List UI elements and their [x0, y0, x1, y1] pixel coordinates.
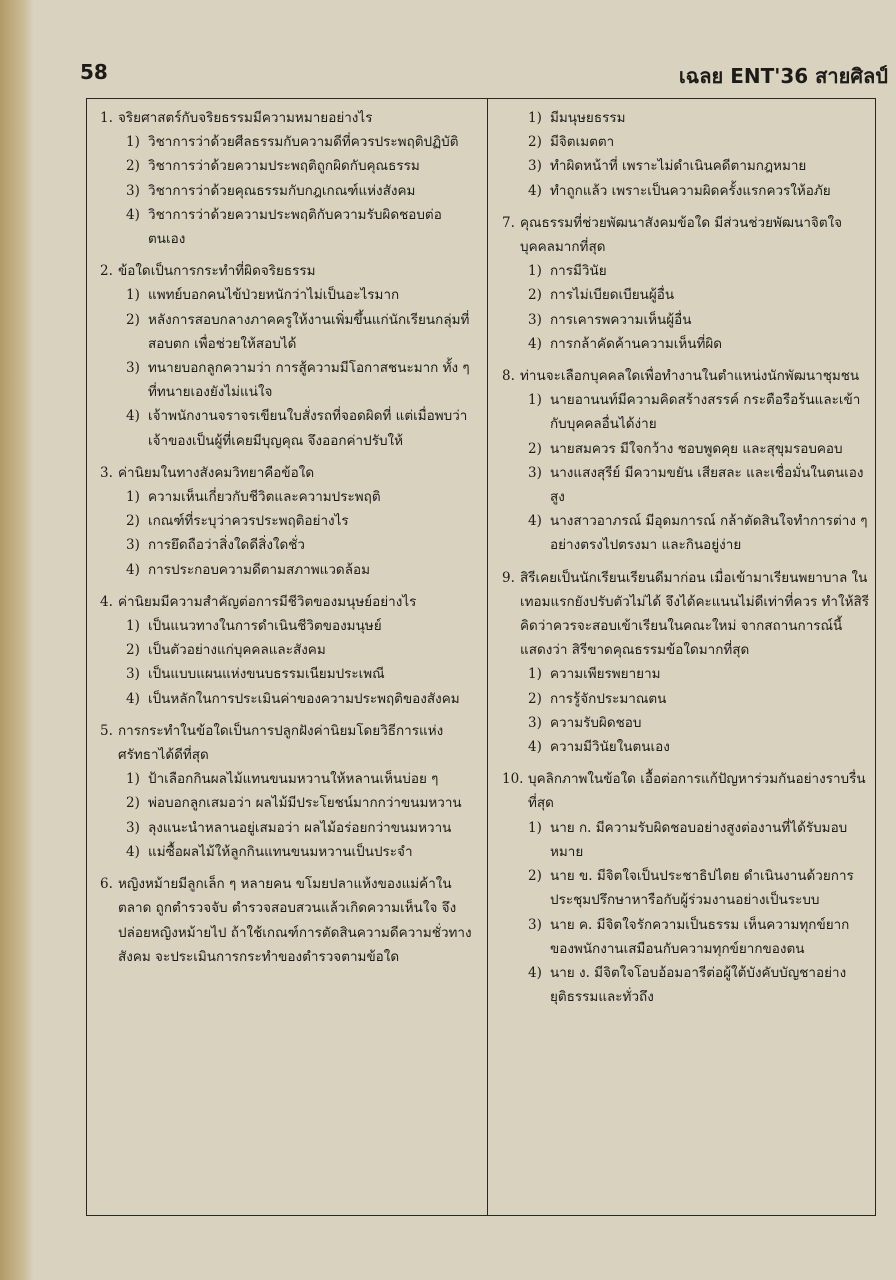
option-text: ความเห็นเกี่ยวกับชีวิตและความประพฤติ — [148, 489, 381, 506]
option-number: 3) — [528, 714, 542, 731]
page-binding-edge — [0, 0, 34, 1280]
option-text: วิชาการว่าด้วยความประพฤติถูกผิดกับคุณธรรม — [148, 158, 420, 175]
question-number: 10. — [502, 771, 524, 788]
option-text: ทนายบอกลูกความว่า การสู้ความมีโอกาสชนะมาก ทั้ง ๆ ที่ทนายเองยังไม่แน่ใจ — [148, 360, 470, 401]
question-text: สิรีเคยเป็นนักเรียนเรียนดีมาก่อน เมื่อเข้ามาเรียนพยาบาล ในเทอมแรกยังปรับตัวไม่ได้ จึงได้คะแนนไม่ดีเท่าที่ควร ทำให้สิรีคิดว่าควรจะสอบเข้าเรียนในคณะใหม่ จากสถานการณ์นี้ แสดงว่า สิรีขาดคุณธรรมข้อใดมากที่สุด — [520, 569, 869, 659]
question-text: ท่านจะเลือกบุคคลใดเพื่อทำงานในตำแหน่งนักพัฒนาชุมชน — [520, 368, 860, 385]
option-text: การรู้จักประมาณตน — [550, 690, 667, 707]
option-text: ความเพียรพยายาม — [550, 666, 661, 683]
question-4 — [100, 590, 474, 711]
option-number: 4) — [126, 561, 140, 578]
option-number: 4) — [528, 739, 542, 756]
question-text: การกระทำในข้อใดเป็นการปลูกฝังค่านิยมโดยวิธีการแห่งศรัทธาได้ดีที่สุด — [118, 722, 444, 764]
option — [126, 154, 474, 178]
question-number: 2. — [100, 263, 113, 280]
option-text: มีมนุษยธรรม — [550, 110, 626, 126]
option-text: ทำผิดหน้าที่ เพราะไม่ดำเนินคดีตามกฎหมาย — [550, 158, 807, 175]
option — [126, 816, 474, 840]
option-text: นายอานนท์มีความคิดสร้างสรรค์ กระตือรือร้นและเข้ากับบุคคลอื่นได้ง่าย — [550, 392, 861, 433]
option-text: พ่อบอกลูกเสมอว่า ผลไม้มีประโยชน์มากกว่าขนมหวาน — [148, 795, 462, 812]
option-text: การประกอบความดีตามสภาพแวดล้อม — [148, 561, 370, 578]
option-number: 2) — [126, 642, 140, 659]
option-text: หลังการสอบกลางภาคครูให้งานเพิ่มขึ้นแก่นักเรียนกลุ่มที่สอบตก เพื่อช่วยให้สอบได้ — [148, 311, 470, 352]
question-text: หญิงหม้ายมีลูกเล็ก ๆ หลายคน ขโมยปลาแห้งของแม่ค้าในตลาด ถูกตำรวจจับ ตำรวจสอบสวนแล้วเกิดความเห็นใจ จึงปล่อยหญิงหม้ายไป ถ้าใช้เกณฑ์การตัดสินความดีความชั่วทางสังคม จะประเมินการกระทำของตำรวจตามข้อใด — [118, 876, 472, 965]
option-number: 2) — [528, 440, 542, 457]
option — [126, 179, 474, 203]
question-5 — [100, 719, 474, 864]
option-number: 2) — [528, 690, 542, 707]
option — [126, 130, 474, 154]
option-text: การกล้าคัดค้านความเห็นที่ผิด — [550, 335, 723, 352]
option-number: 3) — [528, 916, 542, 933]
question-text: จริยศาสตร์กับจริยธรรมมีความหมายอย่างไร — [118, 110, 373, 126]
option-number: 4) — [528, 335, 542, 352]
option-number: 1) — [528, 263, 542, 280]
option-number: 2) — [528, 134, 542, 151]
option-text: วิชาการว่าด้วยคุณธรรมกับกฎเกณฑ์แห่งสังคม — [148, 182, 416, 199]
left-column — [100, 106, 474, 977]
option — [126, 509, 474, 533]
option — [528, 179, 872, 203]
option — [126, 404, 474, 452]
option — [528, 388, 872, 436]
question-text: ข้อใดเป็นการกระทำที่ผิดจริยธรรม — [118, 263, 316, 280]
option-text: ความรับผิดชอบ — [550, 714, 642, 731]
option — [528, 711, 872, 735]
option-text: นายสมควร มีใจกว้าง ชอบพูดคุย และสุขุมรอบคอบ — [550, 440, 843, 457]
option — [126, 614, 474, 638]
option-number: 1) — [126, 287, 140, 304]
option-number: 1) — [126, 771, 140, 788]
question-7 — [502, 211, 872, 356]
question-6 — [100, 872, 474, 969]
option — [126, 533, 474, 557]
option-number: 1) — [528, 666, 542, 683]
option — [528, 154, 872, 178]
option — [528, 662, 872, 686]
option-text: การไม่เบียดเบียนผู้อื่น — [550, 287, 675, 304]
option-number: 1) — [528, 110, 542, 126]
option — [528, 816, 872, 864]
option — [528, 864, 872, 912]
option — [126, 203, 474, 251]
option-number: 4) — [528, 964, 542, 981]
option-number: 2) — [126, 513, 140, 530]
option-text: แม่ซื้อผลไม้ให้ลูกกินแทนขนมหวานเป็นประจำ — [148, 843, 413, 860]
option — [528, 332, 872, 356]
question-number: 4. — [100, 593, 113, 610]
option-number: 2) — [528, 868, 542, 885]
option-number: 4) — [126, 690, 140, 707]
option — [126, 791, 474, 815]
option-text: นาย ข. มีจิตใจเป็นประชาธิปไตย ดำเนินงานด้วยการประชุมปรึกษาหารือกับผู้ร่วมงานอย่างเป็นระบบ — [550, 868, 854, 909]
option-number: 2) — [126, 311, 140, 328]
page-number: 58 — [80, 60, 108, 84]
option-text: เป็นตัวอย่างแก่บุคคลและสังคม — [148, 642, 326, 659]
option-number: 2) — [126, 158, 140, 175]
option-text: นางสาวอาภรณ์ มีอุดมการณ์ กล้าตัดสินใจทำการต่าง ๆ อย่างตรงไปตรงมา และกินอยู่ง่าย — [550, 513, 868, 554]
option-text: นางแสงสุรีย์ มีความขยัน เสียสละ และเชื่อมั่นในตนเองสูง — [550, 464, 864, 506]
option-text: การเคารพความเห็นผู้อื่น — [550, 311, 692, 328]
question-1 — [100, 106, 474, 251]
option-text: มีจิตเมตตา — [550, 134, 615, 151]
option-number: 2) — [126, 795, 140, 812]
question-number: 5. — [100, 722, 113, 739]
option-text: ป้าเลือกกินผลไม้แทนขนมหวานให้หลานเห็นบ่อย ๆ — [148, 771, 439, 788]
option-text: แพทย์บอกคนไข้ป่วยหนักว่าไม่เป็นอะไรมาก — [148, 287, 400, 304]
option — [126, 558, 474, 582]
option-number: 4) — [126, 206, 140, 223]
question-8 — [502, 364, 872, 558]
option-text: เป็นหลักในการประเมินค่าของความประพฤติของสังคม — [148, 690, 460, 707]
option — [126, 283, 474, 307]
option — [126, 687, 474, 711]
option-number: 3) — [126, 666, 140, 683]
option-number: 3) — [126, 182, 140, 199]
option — [528, 961, 872, 1009]
question-number: 8. — [502, 368, 515, 385]
question-number: 3. — [100, 464, 113, 481]
option-text: เกณฑ์ที่ระบุว่าควรประพฤติอย่างไร — [148, 513, 349, 530]
option — [528, 106, 872, 130]
option-text: ทำถูกแล้ว เพราะเป็นความผิดครั้งแรกควรให้อภัย — [550, 182, 831, 199]
question-2 — [100, 259, 474, 453]
option-text: วิชาการว่าด้วยศีลธรรมกับความดีที่ควรประพฤติปฏิบัติ — [148, 134, 459, 151]
option-number: 3) — [528, 158, 542, 175]
option-text: เป็นแบบแผนแห่งขนบธรรมเนียมประเพณี — [148, 666, 385, 683]
question-number: 7. — [502, 214, 515, 231]
option — [528, 509, 872, 557]
option-text: การมีวินัย — [550, 263, 607, 280]
option — [528, 283, 872, 307]
question-6-options — [502, 106, 872, 203]
option — [528, 913, 872, 961]
question-3 — [100, 461, 474, 582]
option-number: 3) — [126, 360, 140, 377]
option-number: 2) — [528, 287, 542, 304]
option — [528, 687, 872, 711]
right-column — [502, 106, 872, 1017]
question-number: 9. — [502, 569, 515, 586]
option — [528, 308, 872, 332]
column-divider — [487, 98, 488, 1216]
option-number: 3) — [528, 311, 542, 328]
option-number: 4) — [528, 513, 542, 530]
option-text: ลุงแนะนำหลานอยู่เสมอว่า ผลไม้อร่อยกว่าขนมหวาน — [148, 819, 452, 836]
option — [126, 638, 474, 662]
option-text: นาย ค. มีจิตใจรักความเป็นธรรม เห็นความทุกข์ยากของพนักงานเสมือนกับความทุกข์ยากของตน — [550, 916, 850, 957]
question-9 — [502, 566, 872, 760]
option — [528, 259, 872, 283]
question-number: 1. — [100, 110, 113, 126]
option-text: นาย ก. มีความรับผิดชอบอย่างสูงต่องานที่ได้รับมอบหมาย — [550, 819, 848, 860]
option — [126, 662, 474, 686]
question-text: คุณธรรมที่ช่วยพัฒนาสังคมข้อใด มีส่วนช่วยพัฒนาจิตใจบุคคลมากที่สุด — [520, 214, 843, 256]
option — [528, 461, 872, 509]
option-text: วิชาการว่าด้วยความประพฤติกับความรับผิดชอบต่อตนเอง — [148, 206, 442, 248]
question-10 — [502, 767, 872, 1009]
running-title: เฉลย ENT'36 สายศิลป์ — [678, 64, 888, 88]
question-number: 6. — [100, 876, 113, 893]
option-number: 3) — [126, 537, 140, 554]
option-text: เจ้าพนักงานจราจรเขียนใบสั่งรถที่จอดผิดที่ แต่เมื่อพบว่าเจ้าของเป็นผู้ที่เคยมีบุญคุณ จึงออกค่าปรับให้ — [148, 408, 468, 449]
option-number: 3) — [528, 464, 542, 481]
option-text: นาย ง. มีจิตใจโอบอ้อมอารีต่อผู้ใต้บังคับบัญชาอย่างยุติธรรมและทั่วถึง — [550, 964, 847, 1006]
option-number: 1) — [126, 134, 140, 151]
question-text: บุคลิกภาพในข้อใด เอื้อต่อการแก้ปัญหาร่วมกันอย่างราบรื่นที่สุด — [528, 771, 866, 812]
option — [126, 767, 474, 791]
option-number: 4) — [126, 843, 140, 860]
option-number: 1) — [126, 489, 140, 506]
option-number: 1) — [528, 392, 542, 409]
option-number: 3) — [126, 819, 140, 836]
option — [126, 356, 474, 404]
option-text: ความมีวินัยในตนเอง — [550, 739, 670, 756]
option-number: 4) — [528, 182, 542, 199]
option — [528, 735, 872, 759]
option-number: 4) — [126, 408, 140, 425]
question-text: ค่านิยมในทางสังคมวิทยาคือข้อใด — [118, 464, 315, 481]
question-text: ค่านิยมมีความสำคัญต่อการมีชีวิตของมนุษย์อย่างไร — [118, 593, 417, 610]
option — [126, 840, 474, 864]
option-number: 1) — [528, 819, 542, 836]
option — [528, 130, 872, 154]
option-text: เป็นแนวทางในการดำเนินชีวิตของมนุษย์ — [148, 618, 382, 635]
option-text: การยึดถือว่าสิ่งใดดีสิ่งใดชั่ว — [148, 537, 306, 554]
option — [126, 485, 474, 509]
option-number: 1) — [126, 618, 140, 635]
option — [528, 437, 872, 461]
option — [126, 308, 474, 356]
